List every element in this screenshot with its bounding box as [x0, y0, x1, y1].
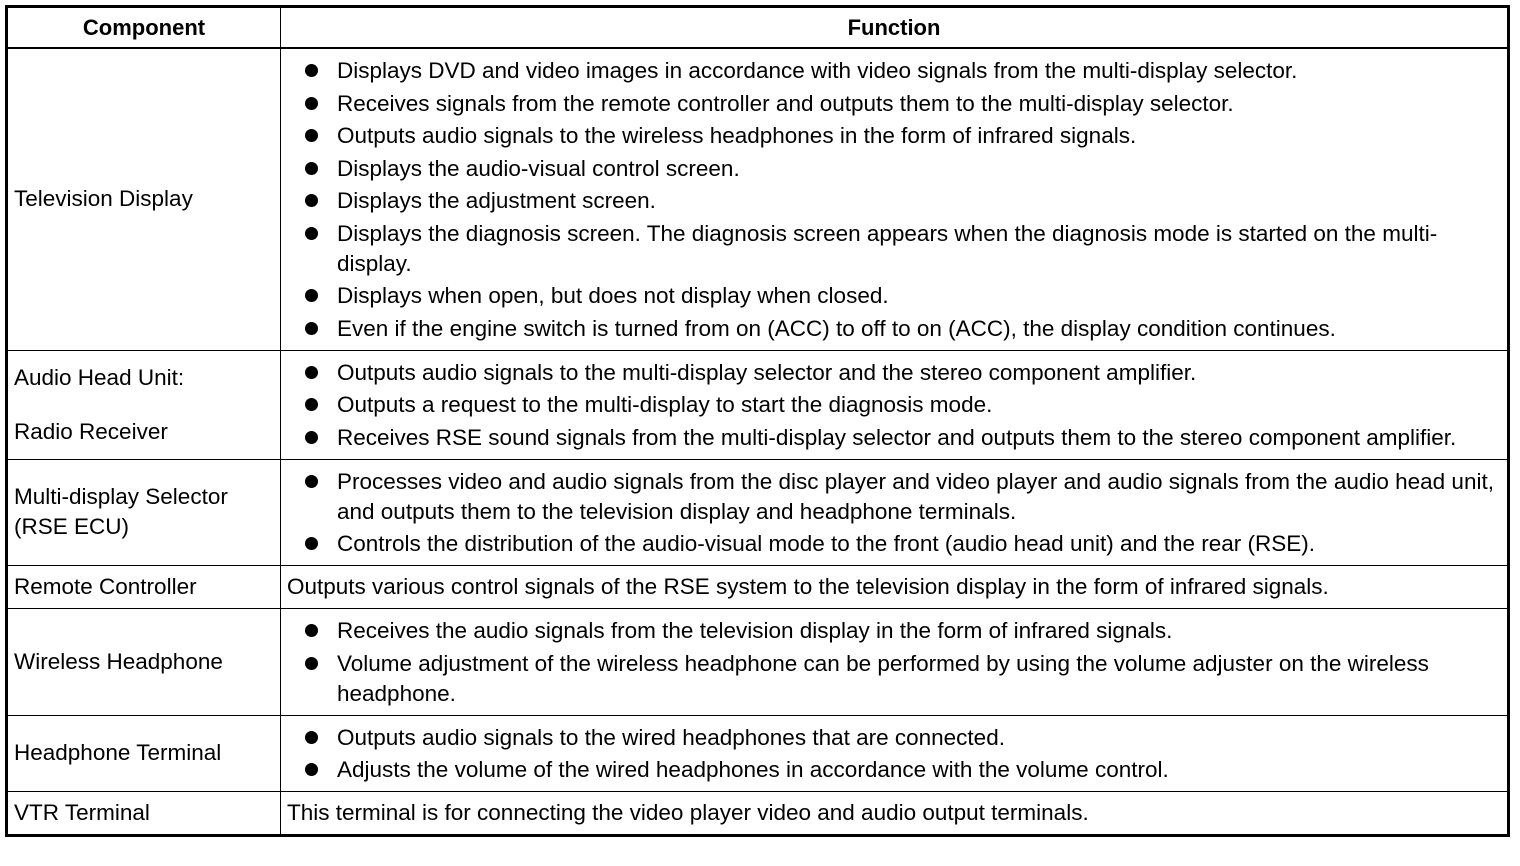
- bullet-icon: [305, 322, 318, 335]
- function-cell: [281, 609, 1509, 716]
- table-row: [7, 350, 1509, 459]
- component-name: Television Display: [14, 186, 193, 212]
- function-text: Outputs audio signals to the wireless headphones in the form of infrared signals.: [337, 123, 1137, 148]
- component-name: Remote Controller: [14, 574, 197, 599]
- function-text: Outputs a request to the multi-display to start the diagnosis mode.: [337, 392, 993, 417]
- function-cell: [281, 792, 1509, 836]
- function-list: [287, 358, 1497, 453]
- component-name: Audio Head Unit:: [14, 364, 185, 390]
- function-text: Receives RSE sound signals from the multi-display selector and outputs them to the stereo component amplifier.: [337, 424, 1457, 450]
- bullet-icon: [305, 289, 318, 302]
- component-function-table-wrapper: [5, 5, 1510, 837]
- function-text: Outputs various control signals of the RSE system to the television display in the form of infrared signals.: [287, 574, 1329, 599]
- list-item: [287, 755, 1497, 785]
- table-header-row: [7, 7, 1509, 49]
- list-item: [287, 723, 1497, 753]
- table-row: [7, 715, 1509, 792]
- function-text: Displays DVD and video images in accordance with video signals from the multi-display selector.: [337, 58, 1298, 83]
- bullet-icon: [305, 431, 318, 444]
- list-item: [287, 529, 1497, 559]
- list-item: [287, 186, 1497, 216]
- table-row: [7, 609, 1509, 716]
- component-cell: [7, 48, 281, 350]
- component-name-secondary: Radio Receiver: [14, 418, 168, 444]
- list-item: [287, 219, 1497, 279]
- bullet-icon: [305, 227, 318, 240]
- header-function: Function: [281, 7, 1509, 49]
- list-item: [287, 121, 1497, 151]
- function-text: Displays the adjustment screen.: [337, 188, 656, 213]
- component-cell: [7, 350, 281, 459]
- function-text: Even if the engine switch is turned from on (ACC) to off to on (ACC), the display condition continues.: [337, 315, 1336, 341]
- list-item: [287, 616, 1497, 646]
- bullet-icon: [305, 731, 318, 744]
- bullet-icon: [305, 657, 318, 670]
- function-text: Receives the audio signals from the television display in the form of infrared signals.: [337, 618, 1173, 643]
- function-text: Processes video and audio signals from the disc player and video player and audio signals from the audio head unit, and outputs them to the television display and headphone terminals.: [337, 468, 1494, 524]
- component-cell: [7, 459, 281, 566]
- component-cell: [7, 792, 281, 836]
- function-text: Adjusts the volume of the wired headphones in accordance with the volume control.: [337, 757, 1169, 782]
- table-row: [7, 459, 1509, 566]
- list-item: [287, 390, 1497, 420]
- component-name: Headphone Terminal: [14, 740, 222, 766]
- list-item: [287, 314, 1497, 344]
- list-item: [287, 56, 1497, 86]
- function-text: Outputs audio signals to the multi-display selector and the stereo component amplifier.: [337, 359, 1197, 385]
- list-item: [287, 89, 1497, 119]
- bullet-icon: [305, 194, 318, 207]
- bullet-icon: [305, 366, 318, 379]
- bullet-icon: [305, 64, 318, 77]
- function-cell: [281, 715, 1509, 792]
- list-item: [287, 649, 1497, 709]
- component-cell: [7, 609, 281, 716]
- function-text: Volume adjustment of the wireless headphone can be performed by using the volume adjuster on the wireless headphone.: [337, 650, 1429, 706]
- function-list: [287, 723, 1497, 786]
- component-function-table: [5, 5, 1510, 837]
- list-item: [287, 467, 1497, 527]
- function-list: [287, 56, 1497, 344]
- function-cell: [281, 566, 1509, 609]
- list-item: [287, 281, 1497, 311]
- list-item: [287, 154, 1497, 184]
- bullet-icon: [305, 129, 318, 142]
- function-list: [287, 467, 1497, 560]
- table-row: [7, 566, 1509, 609]
- table-row: [7, 48, 1509, 350]
- function-text: Displays when open, but does not display when closed.: [337, 283, 889, 308]
- function-text: Displays the diagnosis screen. The diagnosis screen appears when the diagnosis mode is started on the multi-display.: [337, 220, 1438, 276]
- component-name: Multi-display Selector (RSE ECU): [14, 484, 228, 540]
- bullet-icon: [305, 624, 318, 637]
- component-name: VTR Terminal: [14, 800, 150, 825]
- bullet-icon: [305, 763, 318, 776]
- function-text: Controls the distribution of the audio-visual mode to the front (audio head unit) and the rear (RSE).: [337, 531, 1316, 556]
- bullet-icon: [305, 97, 318, 110]
- component-cell: [7, 566, 281, 609]
- bullet-icon: [305, 398, 318, 411]
- function-cell: [281, 48, 1509, 350]
- function-text: Receives signals from the remote controller and outputs them to the multi-display selector.: [337, 90, 1234, 116]
- function-cell: [281, 459, 1509, 566]
- bullet-icon: [305, 475, 318, 488]
- bullet-icon: [305, 537, 318, 550]
- component-name: Wireless Headphone: [14, 648, 223, 674]
- function-text: Displays the audio-visual control screen.: [337, 155, 740, 181]
- function-list: [287, 616, 1497, 709]
- list-item: [287, 423, 1497, 453]
- function-text: Outputs audio signals to the wired headphones that are connected.: [337, 724, 1005, 750]
- list-item: [287, 358, 1497, 388]
- function-cell: [281, 350, 1509, 459]
- function-text: This terminal is for connecting the video player video and audio output terminals.: [287, 800, 1089, 825]
- table-row: [7, 792, 1509, 836]
- header-component: Component: [7, 7, 281, 49]
- component-cell: [7, 715, 281, 792]
- bullet-icon: [305, 162, 318, 175]
